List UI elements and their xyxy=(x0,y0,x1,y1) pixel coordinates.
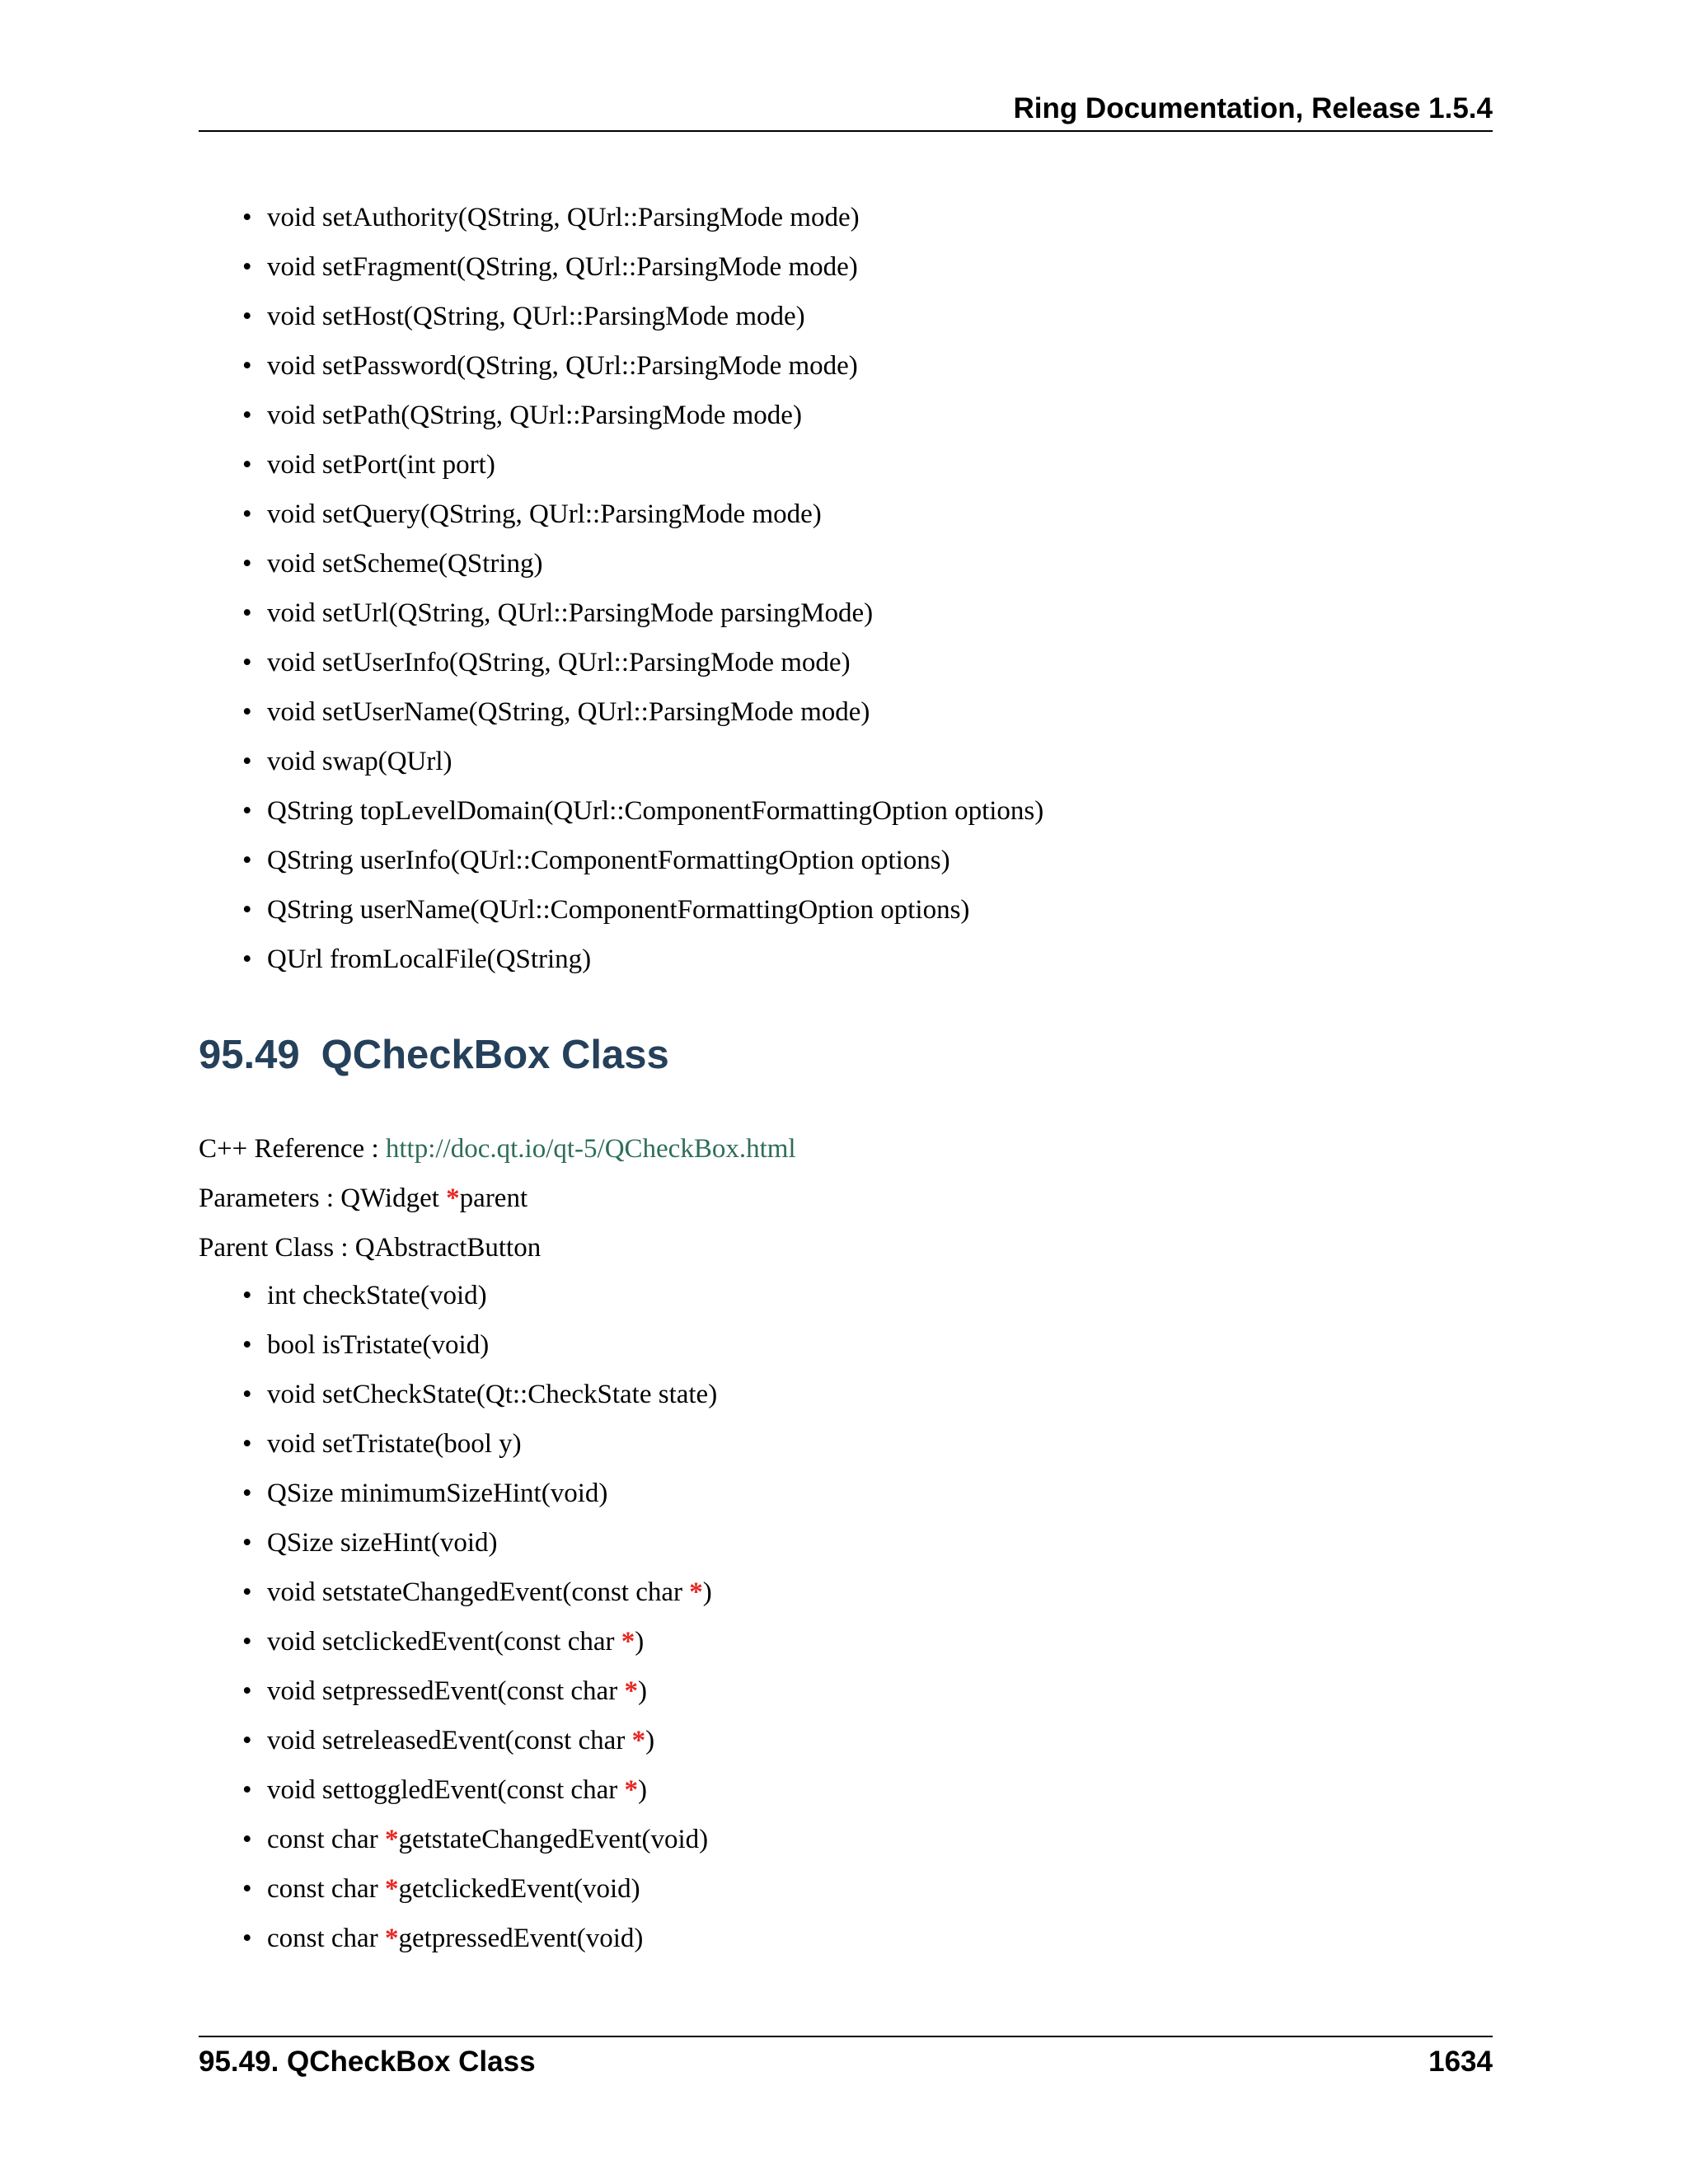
reference-label: C++ Reference : xyxy=(199,1134,386,1164)
list-item: • void setUserName(QString, QUrl::ParsingMode mode) xyxy=(242,687,1479,737)
list-item: • const char *getstateChangedEvent(void) xyxy=(242,1815,1479,1864)
list-item: • void setreleasedEvent(const char *) xyxy=(242,1716,1479,1765)
qcheckbox-method-list xyxy=(242,1271,1479,1963)
page-number: 1634 xyxy=(1428,2046,1493,2078)
parameters-line xyxy=(199,1182,528,1215)
list-item: • QSize sizeHint(void) xyxy=(242,1518,1479,1568)
section-heading xyxy=(199,1032,669,1078)
section-number: 95.49 xyxy=(199,1033,300,1077)
list-item: • void setAuthority(QString, QUrl::ParsingMode mode) xyxy=(242,193,1479,242)
list-item: • void setScheme(QString) xyxy=(242,539,1479,588)
cpp-reference-line xyxy=(199,1132,796,1165)
list-item: • void setUrl(QString, QUrl::ParsingMode parsingMode) xyxy=(242,588,1479,638)
list-item: • void setQuery(QString, QUrl::ParsingMode mode) xyxy=(242,490,1479,539)
list-item: • QUrl fromLocalFile(QString) xyxy=(242,935,1479,984)
list-item: • void setstateChangedEvent(const char *) xyxy=(242,1568,1479,1617)
list-item: • void setclickedEvent(const char *) xyxy=(242,1617,1479,1666)
list-item: • void setpressedEvent(const char *) xyxy=(242,1666,1479,1716)
running-header: Ring Documentation, Release 1.5.4 xyxy=(1013,92,1493,124)
list-item: • QString userInfo(QUrl::ComponentFormattingOption options) xyxy=(242,836,1479,885)
header-rule xyxy=(199,130,1493,132)
list-item: • QString topLevelDomain(QUrl::ComponentFormattingOption options) xyxy=(242,786,1479,836)
list-item: • void setHost(QString, QUrl::ParsingMode mode) xyxy=(242,292,1479,341)
list-item: • void setCheckState(Qt::CheckState state) xyxy=(242,1370,1479,1419)
list-item: • void setFragment(QString, QUrl::ParsingMode mode) xyxy=(242,242,1479,292)
list-item: • void setPath(QString, QUrl::ParsingMode mode) xyxy=(242,391,1479,440)
list-item: • QSize minimumSizeHint(void) xyxy=(242,1469,1479,1518)
list-item: • int checkState(void) xyxy=(242,1271,1479,1320)
list-item: • void setPort(int port) xyxy=(242,440,1479,490)
list-item: • QString userName(QUrl::ComponentFormattingOption options) xyxy=(242,885,1479,935)
list-item: • void setUserInfo(QString, QUrl::ParsingMode mode) xyxy=(242,638,1479,687)
list-item: • void setPassword(QString, QUrl::ParsingMode mode) xyxy=(242,341,1479,391)
list-item: • bool isTristate(void) xyxy=(242,1320,1479,1370)
footer-rule xyxy=(199,2036,1493,2037)
list-item: • const char *getpressedEvent(void) xyxy=(242,1914,1479,1963)
pointer-star: * xyxy=(446,1183,460,1213)
list-item: • void swap(QUrl) xyxy=(242,737,1479,786)
parameters-name: parent xyxy=(459,1183,528,1213)
list-item: • void setTristate(bool y) xyxy=(242,1419,1479,1469)
section-title-text: QCheckBox Class xyxy=(321,1033,669,1077)
footer-section-title: 95.49. QCheckBox Class xyxy=(199,2046,536,2078)
reference-link[interactable]: http://doc.qt.io/qt-5/QCheckBox.html xyxy=(385,1134,796,1164)
list-item: • void settoggledEvent(const char *) xyxy=(242,1765,1479,1815)
parent-class-line: Parent Class : QAbstractButton xyxy=(199,1233,542,1263)
list-item: • const char *getclickedEvent(void) xyxy=(242,1864,1479,1914)
qurl-method-list xyxy=(242,193,1479,984)
parameters-label: Parameters : QWidget xyxy=(199,1183,447,1213)
